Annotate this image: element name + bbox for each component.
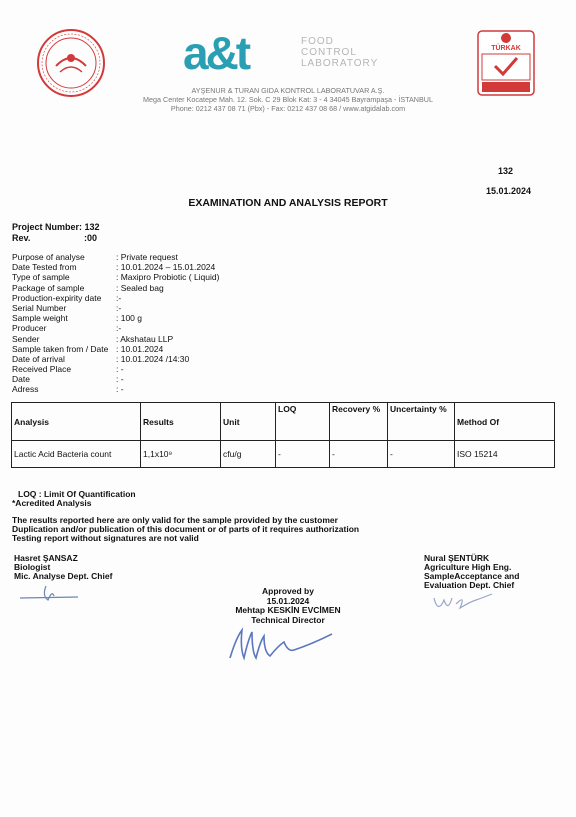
results-table bbox=[11, 402, 555, 468]
field-value: : Akshatau LLP bbox=[116, 333, 174, 344]
field-value: : 10.01.2024 /14:30 bbox=[116, 353, 190, 364]
cell-unit: cfu/g bbox=[221, 441, 276, 468]
brand-logo-mark: a&t bbox=[183, 27, 249, 79]
project-info bbox=[12, 222, 100, 244]
validity-note: The results reported here are only valid for the sample provided by the customer bbox=[12, 515, 338, 525]
document-date: 15.01.2024 bbox=[486, 186, 532, 196]
field-label: Received Place bbox=[12, 364, 72, 375]
approval-block bbox=[0, 587, 576, 625]
field-row bbox=[12, 252, 219, 262]
field-label: Date bbox=[12, 374, 30, 385]
field-row bbox=[12, 283, 219, 293]
cell-loq: - bbox=[276, 441, 330, 468]
table-header-row bbox=[12, 403, 555, 441]
field-value: : 10.01.2024 – 15.01.2024 bbox=[116, 262, 216, 273]
right-signatory bbox=[424, 554, 519, 590]
company-address: Mega Center Kocatepe Mah. 12. Sok. C 29 Blok Kat: 3 - 4 34045 Bayrampaşa - İSTANBUL bbox=[143, 95, 433, 104]
cell-recovery: - bbox=[330, 441, 388, 468]
field-row bbox=[12, 334, 219, 344]
field-label: Package of sample bbox=[12, 282, 85, 293]
field-label: Production-expirity date bbox=[12, 292, 102, 303]
field-value: : 10.01.2024 bbox=[116, 343, 164, 354]
field-label: Date Tested from bbox=[12, 262, 77, 273]
header-method: Method Of bbox=[455, 403, 555, 441]
field-value: :- bbox=[116, 323, 122, 334]
center-signature-image bbox=[222, 622, 352, 671]
signatory-name: Nural ŞENTÜRK bbox=[424, 553, 490, 563]
header-recovery: Recovery % bbox=[330, 403, 388, 441]
report-title: EXAMINATION AND ANALYSIS REPORT bbox=[188, 197, 388, 209]
field-label: Sample weight bbox=[12, 313, 68, 324]
cell-uncertainty: - bbox=[388, 441, 455, 468]
field-label: Date of arrival bbox=[12, 353, 65, 364]
cell-results: 1,1x10⁹ bbox=[141, 441, 221, 468]
brand-logo bbox=[183, 28, 383, 80]
turkak-logo bbox=[477, 30, 535, 96]
header-uncertainty: Uncertainty % bbox=[388, 403, 455, 441]
field-label: Type of sample bbox=[12, 272, 70, 283]
company-name: AYŞENUR & TURAN GIDA KONTROL LABORATUVAR A.Ş. bbox=[191, 86, 385, 95]
field-label: Serial Number bbox=[12, 302, 67, 313]
rev-value: :00 bbox=[84, 233, 98, 243]
field-label: Purpose of analyse bbox=[12, 252, 85, 262]
signatory-title: Mic. Analyse Dept. Chief bbox=[14, 571, 113, 581]
field-value: :- bbox=[116, 302, 122, 313]
table-row bbox=[12, 441, 555, 468]
report-notes bbox=[12, 490, 359, 543]
field-value: :- bbox=[116, 292, 122, 303]
field-value: : Maxipro Probiotic ( Liquid) bbox=[116, 272, 220, 283]
document-number: 132 bbox=[498, 166, 514, 176]
field-row bbox=[12, 313, 219, 323]
approver-title: Technical Director bbox=[251, 614, 325, 625]
cell-method: ISO 15214 bbox=[455, 441, 555, 468]
field-row bbox=[12, 384, 219, 394]
company-phone: Phone: 0212 437 08 71 (Pbx) - Fax: 0212 437 08 68 / www.atgidalab.com bbox=[170, 104, 406, 113]
field-row bbox=[12, 272, 219, 282]
field-value: : - bbox=[116, 384, 124, 395]
approved-by-label: Approved by bbox=[262, 586, 314, 596]
turkak-logo-text: TÜRKAK bbox=[491, 45, 521, 52]
field-row bbox=[12, 303, 219, 313]
field-value: : - bbox=[116, 374, 124, 385]
field-row bbox=[12, 364, 219, 374]
field-row bbox=[12, 262, 219, 272]
project-number: Project Number: 132 bbox=[12, 222, 100, 232]
field-row bbox=[12, 354, 219, 364]
brand-logo-subtitle: FOOD CONTROL LABORATORY bbox=[301, 36, 379, 69]
field-value: : Sealed bag bbox=[116, 282, 164, 293]
sample-fields bbox=[12, 252, 219, 395]
signatory-title: Biologist bbox=[14, 562, 51, 572]
signatory-name: Hasret ŞANSAZ bbox=[14, 553, 78, 563]
left-signatory bbox=[14, 554, 112, 581]
header-analysis: Analysis bbox=[12, 403, 141, 441]
header-results: Results bbox=[141, 403, 221, 441]
header-unit: Unit bbox=[221, 403, 276, 441]
signatory-title: Agriculture High Eng. bbox=[424, 562, 512, 572]
field-value: : - bbox=[116, 364, 124, 375]
field-label: Producer bbox=[12, 323, 47, 334]
field-row bbox=[12, 323, 219, 333]
cell-analysis: Lactic Acid Bacteria count bbox=[12, 441, 141, 468]
signatory-title: SampleAcceptance and bbox=[424, 571, 520, 581]
field-value: : 100 g bbox=[116, 313, 142, 324]
accredited-note: *Acredited Analysis bbox=[12, 498, 92, 508]
header-loq: LOQ bbox=[276, 403, 330, 441]
approval-date: 15.01.2024 bbox=[266, 595, 310, 606]
loq-note: LOQ : Limit Of Quantification bbox=[18, 489, 136, 499]
field-row bbox=[12, 374, 219, 384]
field-label: Sample taken from / Date bbox=[12, 343, 109, 354]
field-row bbox=[12, 293, 219, 303]
field-label: Adress bbox=[12, 384, 39, 395]
signature-note: Testing report without signatures are not valid bbox=[12, 533, 199, 543]
field-value: : Private request bbox=[116, 252, 178, 262]
duplication-note: Duplication and/or publication of this document or of parts of it requires authorization bbox=[12, 524, 360, 534]
field-row bbox=[12, 344, 219, 354]
rev-label: Rev. bbox=[12, 233, 31, 243]
field-label: Sender bbox=[12, 333, 40, 344]
signatory-title: Evaluation Dept. Chief bbox=[424, 580, 515, 590]
approver-name: Mehtap KESKİN EVCİMEN bbox=[235, 605, 341, 616]
